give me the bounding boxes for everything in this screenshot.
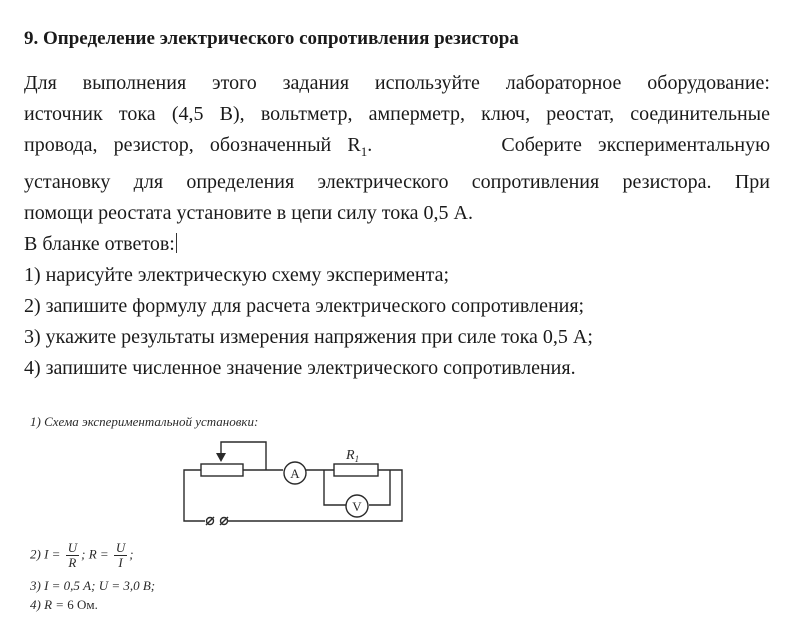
ammeter-label: A [290, 466, 300, 481]
results-line: 3) I = 0,5 А; U = 3,0 В; [30, 578, 156, 593]
fraction [66, 541, 79, 570]
slider-arrow-icon [216, 453, 226, 462]
fraction-denominator: R [68, 555, 77, 570]
intro-line: источник тока (4,5 В), вольтметр, амперметр, ключ, реостат, соединительные [24, 103, 770, 125]
step-item: 2) запишите формулу для расчета электрического сопротивления; [24, 295, 585, 317]
intro-line: установку для определения электрического сопротивления резистора. При [24, 171, 770, 193]
intro-line-part: провода, резистор, обозначенный R [24, 134, 361, 156]
answer-prefix: 4) R = [30, 597, 65, 612]
answer-form-text: В бланке ответов: [24, 233, 175, 255]
resistor [334, 464, 378, 476]
fraction-numerator: U [67, 540, 78, 555]
formula-separator: ; [81, 546, 86, 562]
resistor-label-subscript: 1 [354, 454, 360, 464]
wire [184, 470, 205, 521]
rheostat [201, 464, 243, 476]
formula-lhs: I = [44, 546, 61, 562]
step-item: 1) нарисуйте электрическую схему эксперимента; [24, 264, 450, 286]
intro-line-part: Соберите экспериментальную [501, 134, 771, 156]
resistor-label [345, 448, 359, 464]
voltmeter-label: V [352, 499, 362, 514]
answer-value: 6 Ом. [67, 597, 98, 612]
fraction [114, 541, 127, 570]
step-item: 3) укажите результаты измерения напряжения при силе тока 0,5 А; [24, 326, 593, 348]
intro-line: Для выполнения этого задания используйте лабораторное оборудование: [24, 72, 770, 94]
resistor-label-letter: R [346, 448, 355, 463]
answer-line [30, 597, 98, 613]
fraction-numerator: U [115, 540, 126, 555]
formula-prefix: 2) [30, 546, 41, 562]
resistor-tail: . [367, 134, 373, 156]
task-title: 9. Определение электрического сопротивления резистора [24, 28, 519, 49]
wire [228, 470, 402, 521]
resistor-subscript: 1 [360, 144, 368, 159]
formula-lhs: R = [88, 546, 109, 562]
formula-line [30, 541, 134, 570]
step-item: 4) запишите численное значение электрического сопротивления. [24, 357, 576, 379]
fraction-denominator: I [118, 555, 123, 570]
formula-end: ; [129, 546, 134, 562]
intro-line: помощи реостата установите в цепи силу тока 0,5 А. [24, 202, 473, 224]
solution-heading: 1) Схема экспериментальной установки: [30, 414, 259, 429]
